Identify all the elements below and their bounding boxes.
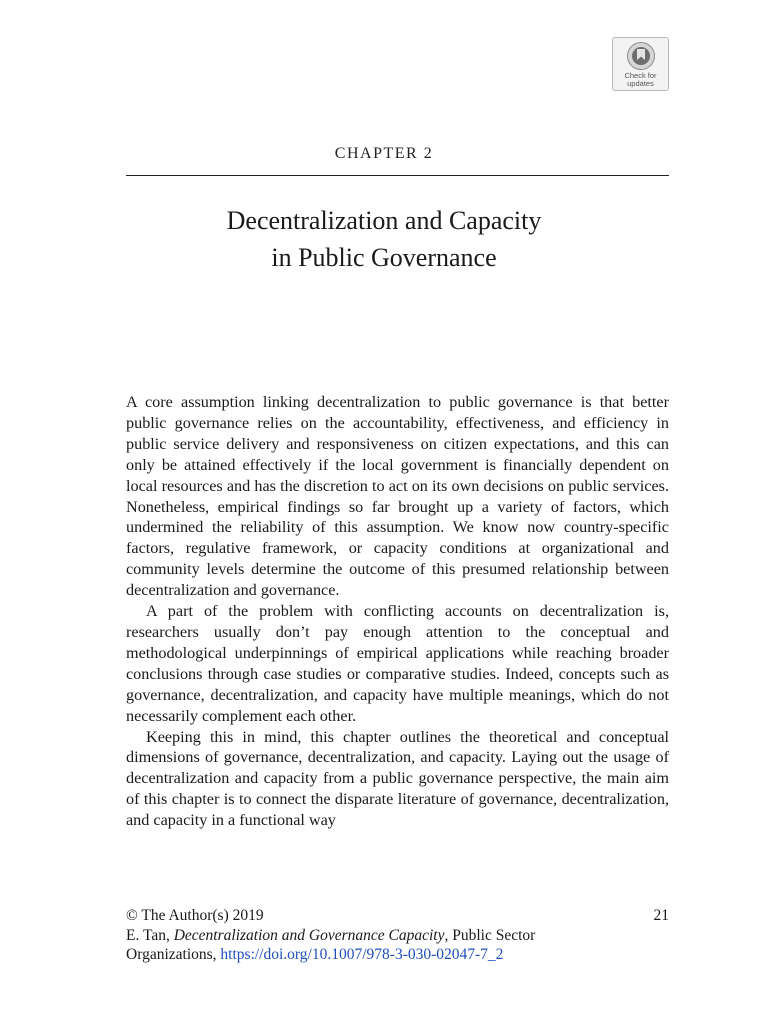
page-number: 21	[653, 907, 669, 924]
citation-line-1	[126, 926, 669, 946]
body-text	[126, 392, 669, 831]
paragraph-1: A core assumption linking decentralization to public governance is that better public governance relies on the accountability, effectiveness, and efficiency in public service delivery and responsiveness on citizen expectations, and this can only be attained effectively if the local government is financially dependent on local resources and has the discretion to act on its own decisions on public services. Nonetheless, empirical findings so far brought up a variety of factors, which undermined the reliability of this assumption. We know now country-specific factors, regulative framework, or capacity conditions at organizational and community levels determine the outcome of this presumed relationship between decentralization and governance.	[126, 393, 669, 600]
copyright-notice: © The Author(s) 2019	[126, 907, 264, 924]
paragraph-2: A part of the problem with conflicting accounts on decentralization is, researchers usually don’t pay enough attention to the conceptual and methodological underpinnings of empirical applications while reaching broader conclusions through case studies or comparative studies. Indeed, concepts such as governance, decentralization, and capacity have multiple meanings, which do not necessarily complement each other.	[126, 602, 669, 725]
crossmark-icon	[626, 41, 656, 71]
check-for-updates-label: Check for updates	[624, 71, 657, 88]
citation-book-title: Decentralization and Governance Capacity	[173, 926, 445, 944]
footnote	[126, 906, 669, 965]
chapter-number: CHAPTER 2	[334, 145, 434, 162]
citation-line-2	[126, 945, 669, 965]
paragraph-3: Keeping this in mind, this chapter outlines the theoretical and conceptual dimensions of governance, decentralization, and capacity. Laying out the usage of decentralization and capacity from a public governance perspective, the main aim of this chapter is to connect the disparate literature of governance, decentralization, and capacity in a functional way	[126, 727, 669, 830]
chapter-title-line-2: in Public Governance	[271, 243, 497, 272]
citation-series-cont: Organizations,	[126, 946, 221, 963]
check-for-updates-badge[interactable]	[612, 37, 669, 91]
citation-series: , Public Sector	[444, 926, 536, 944]
citation-author: E. Tan,	[126, 926, 174, 944]
doi-link[interactable]: https://doi.org/10.1007/978-3-030-02047-7_2	[220, 946, 504, 963]
chapter-rule	[126, 175, 669, 176]
chapter-title-line-1: Decentralization and Capacity	[226, 206, 542, 235]
chapter-title	[0, 202, 768, 276]
